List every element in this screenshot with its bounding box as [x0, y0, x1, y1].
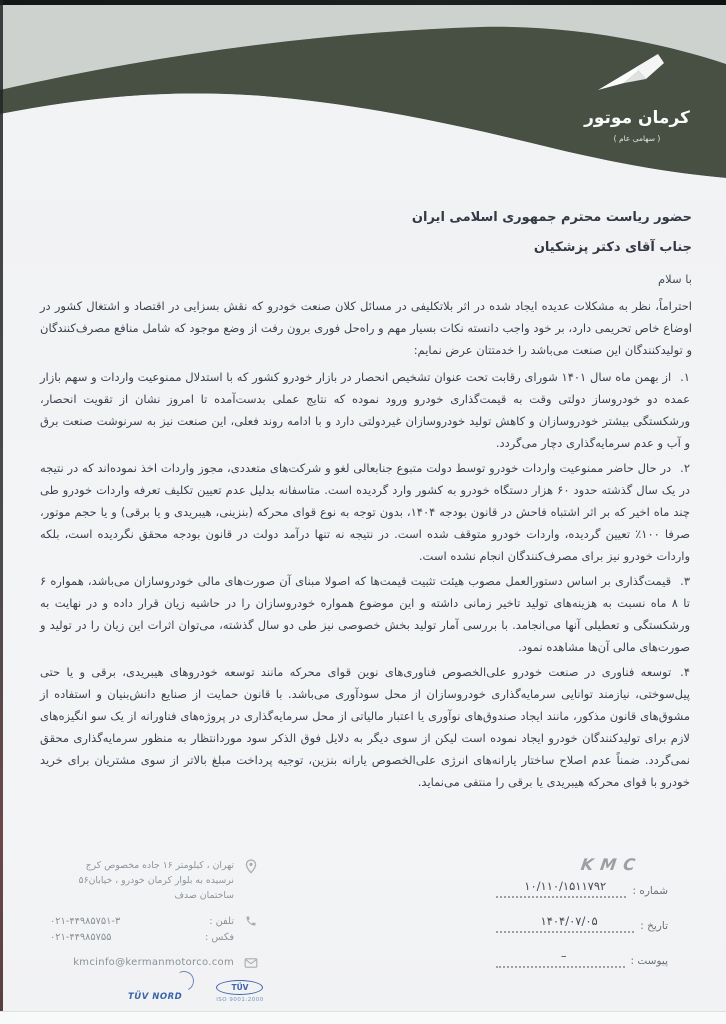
- scan-edge-top: [0, 0, 726, 5]
- number-field: [496, 880, 668, 898]
- letter-point: [40, 457, 692, 567]
- fax-label: فکس :: [205, 932, 234, 943]
- point-text: در حال حاضر ممنوعیت واردات خودرو توسط دولت متبوع جنابعالی لغو و شرکت‌های متعددی، مجوز واردات اخذ نموده‌اند که در نتیجه در یک سال گذشته حدود ۶۰ هزار دستگاه خودرو به کشور وارد گردیده است. متاسفانه بدلیل عدم تعیین تکلیف تعرفه واردات خودرو طی چند ماه اخیر که بر اثر اشتباه فاحش در قانون بودجه ۱۴۰۴، بدون توجه به نوع قوای محرکه (بنزینی، هیبریدی و یا برقی) و یا حجم موتور، صرفا ۱۰۰٪ تعیین گردیده، واردات خودرو متوقف شده است. در نتیجه نه تنها درآمد دولت در قانون بودجه محقق نگردیده است، بلکه واردات خودرو نیز برای مصرف‌کنندگان انجام نشده است.: [40, 461, 690, 563]
- date-dotted-line: [496, 915, 634, 933]
- recipient-line-1: حضور ریاست محترم جمهوری اسلامی ایران: [411, 210, 692, 225]
- certification-logos: [128, 975, 264, 1003]
- email-row: [50, 957, 258, 968]
- letter-points-list: [40, 366, 692, 793]
- tuv-nord-text: TÜV NORD: [128, 992, 183, 1002]
- point-text: توسعه فناوری در صنعت خودرو علی‌الخصوص فناوری‌های نوین قوای محرکه مانند توسعه خودروهای هیبریدی، برقی و یا حتی پیل‌سوختی، نیازمند توانایی سرمایه‌گذاری خودروسازان از محل سودآوری می‌باشد. با قانون حمایت از صنایع دانش‌بنیان و استفاده از مشوق‌های قانون مذکور، مانند ایجاد صندوق‌های نوآوری یا اعتبار مالیاتی از محل سرمایه‌گذاری در پروژه‌های فناورانه از یک سو انگیزه‌های لازم برای تولیدکنندگان خودرو ایجاد نموده است لیکن از سوی دیگر به دلایل فوق الذکر سود موردانتظار به منظور سرمایه‌گذاری محقق نمی‌گردد. ضمناً عدم اصلاح ساختار یارانه‌های انرژی علی‌الخصوص یارانه بنزین، توجیه پرداخت مبلغ بالاتر از سوی مشتریان برای خرید خودرو با قوای محرکه هیبریدی یا برقی را منتفی می‌نماید.: [40, 665, 690, 789]
- number-value: ۱۰/۱۱۰/۱۵۱۱۷۹۲: [524, 879, 607, 893]
- email-icon: [244, 957, 258, 968]
- tuv-oval-text: TÜV: [216, 980, 263, 995]
- tuv-nord-logo: [128, 975, 182, 1003]
- contact-block: [50, 858, 258, 979]
- number-label: شماره :: [632, 885, 668, 897]
- point-number: ۳.: [680, 574, 690, 588]
- telephone-line: [50, 914, 234, 930]
- attachment-value: –: [560, 949, 568, 963]
- address-line-1: تهران ، کیلومتر ۱۶ جاده مخصوص کرج: [85, 860, 234, 871]
- location-icon: [244, 858, 258, 874]
- iso-standard-text: ISO 9001:2000: [216, 997, 264, 1003]
- attachment-dotted-line: [496, 950, 625, 968]
- brand-name: کرمان موتور: [584, 108, 690, 128]
- letter-point: [40, 661, 692, 793]
- fax-value: ۰۲۱-۴۴۹۸۵۷۵۵: [50, 932, 112, 943]
- intro-paragraph: احتراماً، نظر به مشکلات عدیده ایجاد شده در اثر بلاتکلیفی در مسائل کلان صنعت خودرو که نقش بسزایی در اقتصاد و اشتغال کشور در اوضاع خاص تحریمی دارد، بر خود واجب دانسته نکات بسیار مهم و راه‌حل فوری برون رفت از وضع موجود که شامل منافع مصرف‌کنندگان و تولیدکنندگان این صنعت می‌باشد را خدمتتان عرض نمایم:: [40, 299, 692, 357]
- phone-fax-text: [50, 914, 234, 946]
- letter-point: [40, 366, 692, 454]
- date-value: ۱۴۰۴/۰۷/۰۵: [540, 914, 598, 928]
- brand-logo-icon: [594, 54, 680, 100]
- phone-row: [50, 914, 258, 946]
- iso-cert-logo: [216, 975, 264, 1003]
- date-label: تاریخ :: [640, 920, 668, 932]
- letter-point: [40, 570, 692, 658]
- email-address: kmcinfo@kermanmotorco.com: [73, 957, 234, 968]
- address-row: [50, 858, 258, 903]
- point-text: از بهمن ماه سال ۱۴۰۱ شورای رقابت تحت عنوان تشخیص انحصار در بازار خودرو کشور که با استدلال ممنوعیت واردات و سهم بازار عمده دو خودروساز دولتی وقت به قیمت‌گذاری خودرو ورود نموده که نتایج عملی بدست‌آمده تا امروز نشان از تقویت انحصار، ورشکستگی بیشتر خودروسازان و کاهش تولید خودروسازان غیردولتی دارد و با ادامه روند فعلی، این صنعت نیز به سرنوشت صنعت برق و آب و عدم سرمایه‌گذاری دچار می‌گردد.: [40, 370, 690, 450]
- number-dotted-line: [496, 880, 626, 898]
- attachment-label: پیوست :: [630, 955, 668, 967]
- point-number: ۴.: [680, 665, 690, 679]
- phone-value: ۰۲۱-۴۴۹۸۵۷۵۱-۳: [50, 916, 121, 927]
- date-field: [496, 915, 668, 933]
- recipient-line-2: جناب آقای دکتر پزشکیان: [533, 240, 692, 255]
- kmc-wordmark-logo: KMC: [579, 855, 644, 874]
- address-text: [50, 858, 234, 903]
- letter-body: [40, 210, 692, 796]
- point-text: قیمت‌گذاری بر اساس دستورالعمل مصوب هیئت تثبیت قیمت‌ها که اصولا مبنای آن صورت‌های مالی خودروسازان می‌باشد، همواره ۶ تا ۸ ماه نسبت به هزینه‌های تولید تاخیر زمانی داشته و این موضوع همواره خودروسازان را در حاشیه زیان قرار داده و در نهایت به ورشکستگی و تعطیلی آنها می‌انجامد. با بررسی آمار تولید بخش خصوصی نیز طی دو سال گذشته، می‌توان اثرات این زیان را در تولید و صورت‌های مالی آن‌ها مشاهده نمود.: [40, 574, 690, 654]
- address-line-3: ساختمان صدف: [174, 890, 234, 901]
- scan-edge-bottom: [0, 1011, 726, 1024]
- brand-block: [558, 54, 716, 143]
- address-line-2: نرسیده به بلوار کرمان خودرو ، خیابان۵۶: [78, 875, 234, 886]
- scan-edge-left: [0, 0, 3, 1024]
- point-number: ۱.: [680, 370, 690, 384]
- phone-icon: [244, 914, 258, 927]
- salutation: با سلام: [658, 272, 692, 286]
- phone-label: تلفن :: [209, 916, 234, 927]
- brand-subtitle: ( سهامی عام ): [613, 134, 661, 143]
- point-number: ۲.: [680, 461, 690, 475]
- letter-reference-fields: [496, 880, 668, 985]
- fax-line: [50, 930, 234, 946]
- attachment-field: [496, 950, 668, 968]
